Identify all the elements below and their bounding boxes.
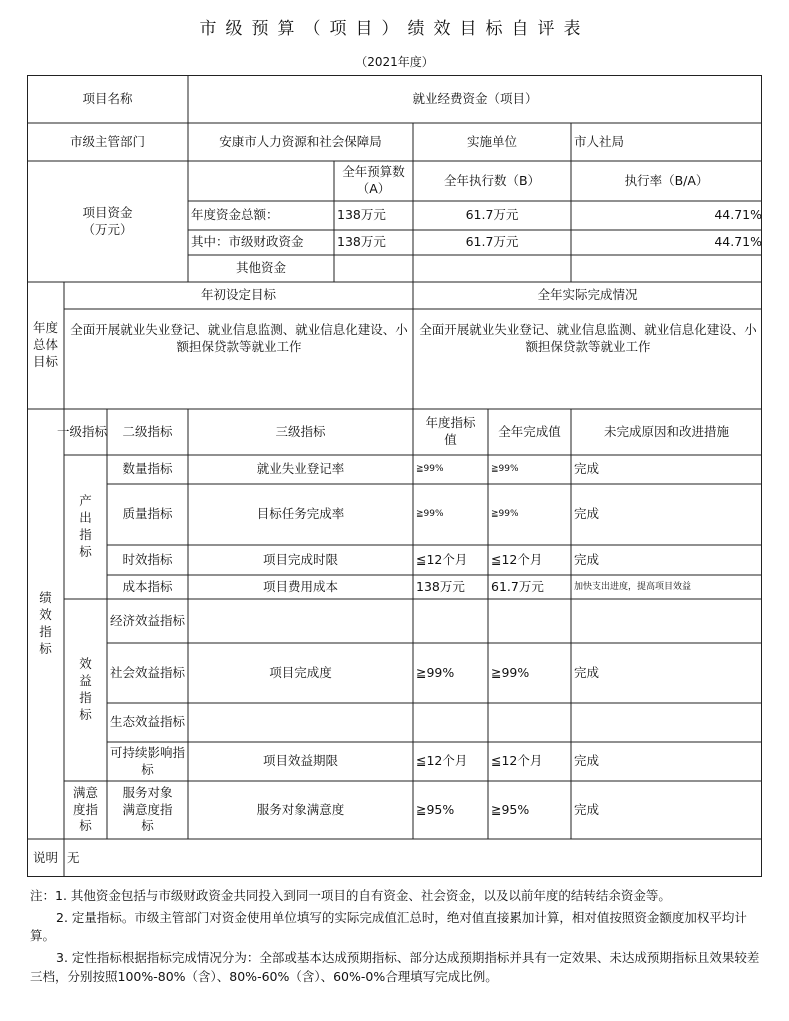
- table-row-reason: 完成: [574, 801, 600, 817]
- table-row-reason: 完成: [574, 461, 600, 477]
- goal-header-set: 年初设定目标: [200, 287, 276, 303]
- table-row-target: ≦12个月: [416, 551, 468, 567]
- table-row-l2: 质量指标: [122, 506, 173, 522]
- perf-label: [27, 409, 64, 839]
- goal-set-text: 全面开展就业失业登记、就业信息监测、就业信息化建设、小额担保贷款等就业工作: [70, 322, 408, 354]
- group-satisfaction: [64, 781, 107, 839]
- dept-label: 市级主管部门: [69, 133, 145, 149]
- table-row-actual: ≧99%: [491, 464, 519, 475]
- table-row-l2: 经济效益指标: [109, 612, 185, 628]
- perf-label-text: 绩效指标: [39, 590, 52, 656]
- funds-row-rate: 44.71%: [714, 234, 762, 250]
- funds-header-rate: 执行率（B/A）: [624, 172, 709, 188]
- perf-header-actual: 全年完成值: [498, 423, 561, 439]
- unit-value: 市人社局: [574, 133, 625, 149]
- perf-header-target: 年度指标值: [425, 415, 476, 447]
- table-row-target: ≧99%: [416, 664, 455, 680]
- table-row-reason: 完成: [574, 551, 600, 567]
- footnotes: [30, 887, 765, 990]
- table-row-actual: ≦12个月: [491, 753, 543, 769]
- project-name-label: 项目名称: [82, 90, 133, 106]
- perf-header-reason: 未完成原因和改进措施: [603, 423, 729, 439]
- funds-row-exec: 61.7万元: [465, 234, 519, 250]
- dept-value: 安康市人力资源和社会保障局: [219, 133, 382, 149]
- table-row-l2: 时效指标: [122, 551, 173, 567]
- perf-header-l1: 一级指标: [56, 423, 107, 439]
- funds-row-name: 其中：市级财政资金: [191, 234, 304, 250]
- funds-label: 项目资金 （万元）: [82, 204, 133, 237]
- footnote-3: 3. 定性指标根据指标完成情况分为：全部或基本达成预期指标、部分达成预期指标并具有一定效果、未达成预期指标且效果较差三档，分别按照100%-80%（含）、80%-60%（含）、60%-0%合理填写完成比例。: [30, 950, 760, 984]
- funds-header-budget: 全年预算数（A）: [342, 164, 405, 196]
- table-row-l3: 项目效益期限: [262, 753, 338, 769]
- perf-header-l2: 二级指标: [122, 423, 173, 439]
- funds-row-name: 年度资金总额：: [191, 207, 279, 223]
- table-row-l3: 服务对象满意度: [256, 801, 345, 817]
- goal-label: [27, 282, 64, 409]
- note-value: 无: [67, 849, 80, 865]
- perf-header-l3: 三级指标: [275, 423, 326, 439]
- table-row-target: ≦12个月: [416, 753, 468, 769]
- funds-row-exec: 61.7万元: [465, 207, 519, 223]
- table-row-reason: 加快支出进度，提高项目效益: [574, 581, 692, 592]
- table-row-l3: 项目完成时限: [262, 551, 338, 567]
- note-label: 说明: [32, 849, 58, 865]
- project-name-value: 就业经费资金（项目）: [412, 90, 538, 106]
- evaluation-table: [27, 75, 762, 877]
- funds-row-budget: 138万元: [337, 207, 386, 223]
- table-row-l3: 目标任务完成率: [256, 506, 345, 522]
- goal-label-text: 年度总体目标: [32, 320, 58, 369]
- footnote-1: 注：1. 其他资金包括与市级财政资金共同投入到同一项目的自有资金、社会资金，以及以前年度的结转结余资金等。: [30, 888, 671, 903]
- table-row-actual: 61.7万元: [491, 578, 544, 594]
- table-row-l2: 服务对象满意度指标: [122, 784, 173, 834]
- table-row-l2: 可持续影响指标: [109, 744, 185, 777]
- goal-done-text: 全面开展就业失业登记、就业信息监测、就业信息化建设、小额担保贷款等就业工作: [419, 322, 757, 354]
- group-output: [64, 455, 107, 599]
- table-row-target: ≧95%: [416, 801, 455, 817]
- table-row-actual: ≧99%: [491, 664, 530, 680]
- table-row-actual: ≧95%: [491, 801, 530, 817]
- table-row-l3: 项目完成度: [269, 664, 332, 680]
- group-benefit-text: 效益指标: [79, 656, 92, 722]
- table-row-l2: 成本指标: [122, 578, 173, 594]
- funds-row-name: 其他资金: [235, 260, 286, 276]
- group-benefit: [64, 599, 107, 781]
- funds-row-budget: 138万元: [337, 234, 386, 250]
- table-row-actual: ≧99%: [491, 509, 519, 520]
- funds-header-exec: 全年执行数（B）: [443, 172, 541, 188]
- table-row-l2: 数量指标: [122, 461, 173, 477]
- report-year: （2021年度）: [355, 55, 434, 69]
- footnote-2: 2. 定量指标。市级主管部门对资金使用单位填写的实际完成值汇总时，绝对值直接累加计算，相对值按照资金额度加权平均计算。: [30, 910, 747, 944]
- table-row-target: ≧99%: [416, 509, 444, 520]
- page-title: 市级预算（项目）绩效目标自评表: [199, 19, 590, 39]
- table-row-target: 138万元: [416, 578, 465, 594]
- table-row-l2: 生态效益指标: [109, 714, 185, 730]
- goal-header-done: 全年实际完成情况: [537, 287, 638, 303]
- group-satisfaction-text: 满意度指标: [72, 784, 98, 834]
- table-row-reason: 完成: [574, 506, 600, 522]
- table-row-l3: 就业失业登记率: [256, 461, 345, 477]
- table-row-target: ≧99%: [416, 464, 444, 475]
- group-output-text: 产出指标: [79, 493, 92, 559]
- table-row-reason: 完成: [574, 753, 600, 769]
- table-row-actual: ≦12个月: [491, 551, 543, 567]
- table-row-l2: 社会效益指标: [109, 664, 185, 680]
- table-row-l3: 项目费用成本: [262, 578, 338, 594]
- funds-row-rate: 44.71%: [714, 207, 762, 223]
- unit-label: 实施单位: [466, 133, 517, 149]
- table-row-reason: 完成: [574, 664, 600, 680]
